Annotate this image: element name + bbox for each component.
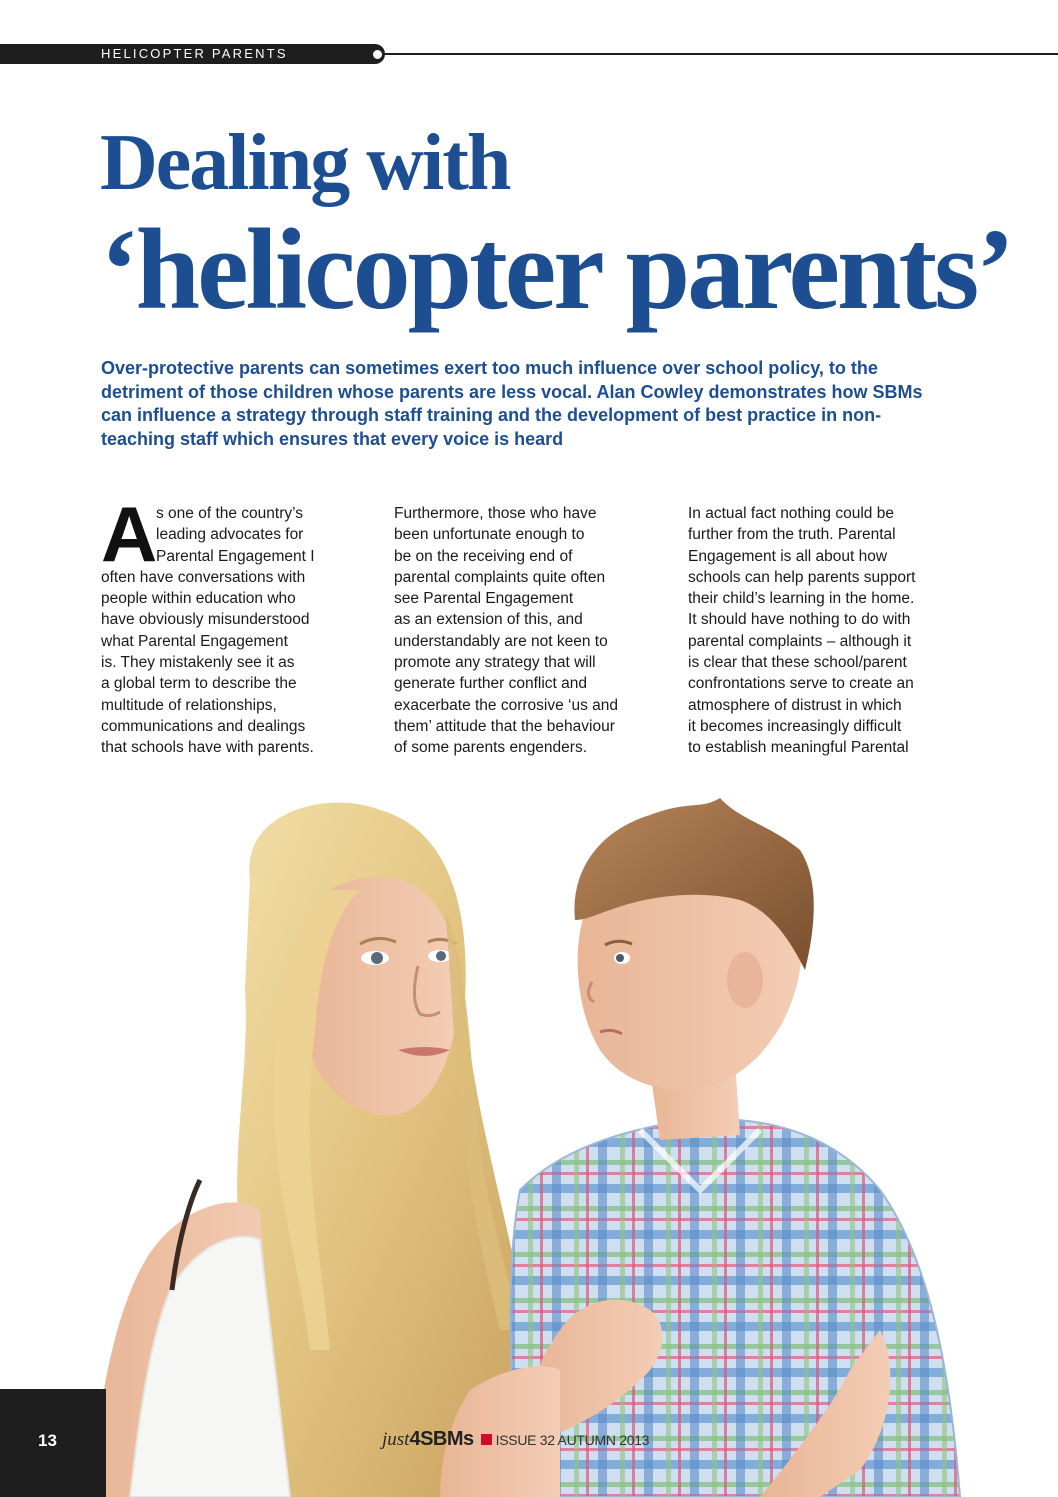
issue-label: ISSUE 32 AUTUMN 2013 <box>495 1432 650 1448</box>
brand-square-icon <box>481 1434 492 1445</box>
article-photo <box>0 770 1058 1497</box>
brand-bold: 4SBMs <box>409 1428 474 1450</box>
body-line: leading advocates for <box>156 526 304 544</box>
body-line: s one of the country’s <box>156 505 304 522</box>
body-line: Furthermore, those who have <box>394 505 597 522</box>
section-dot-icon <box>373 50 382 59</box>
drop-cap: A <box>101 490 158 578</box>
headline-line-1: Dealing with <box>100 119 510 207</box>
body-line: multitude of relationships, <box>101 696 277 714</box>
standfirst: Over-protective parents can sometimes exert too much influence over school policy, to the detriment of those children whose parents are less vocal. Alan Cowley demonstrates how SBMs can influence a strategy through staff training and the development of best practice in non-teaching staff which ensures that every voice is heard <box>101 358 923 449</box>
body-line: often have conversations with <box>101 568 306 586</box>
body-line: to establish meaningful Parental <box>688 739 909 757</box>
body-column-1 <box>101 503 369 759</box>
body-column-2 <box>394 503 662 759</box>
body-line: people within education who <box>101 590 296 608</box>
footer-brand <box>382 1428 649 1452</box>
body-column-3 <box>688 503 956 759</box>
body-line: parental complaints quite often <box>394 568 606 586</box>
body-line: is clear that these school/parent <box>688 654 907 672</box>
body-line: is. They mistakenly see it as <box>101 654 295 672</box>
body-line: as an extension of this, and <box>394 611 583 629</box>
section-rule <box>385 53 1058 55</box>
body-line: it becomes increasingly difficult <box>688 717 902 735</box>
body-line: them’ attitude that the behaviour <box>394 717 615 735</box>
body-line: schools can help parents support <box>688 568 916 586</box>
body-line: Parental Engagement I <box>156 547 315 565</box>
body-line: understandably are not keen to <box>394 632 608 650</box>
body-line: been unfortunate enough to <box>394 526 585 544</box>
body-line: see Parental Engagement <box>394 590 574 608</box>
body-line: parental complaints – although it <box>688 632 912 650</box>
body-line: generate further conflict and <box>394 675 588 693</box>
photo-illustration <box>0 770 1058 1497</box>
body-line: further from the truth. Parental <box>688 526 896 544</box>
body-line: what Parental Engagement <box>101 632 288 650</box>
body-line: that schools have with parents. <box>101 739 314 757</box>
body-line: a global term to describe the <box>101 675 297 693</box>
body-line: confrontations serve to create an <box>688 675 914 693</box>
body-line: communications and dealings <box>101 717 306 735</box>
body-line: their child’s learning in the home. <box>688 590 915 608</box>
body-line: It should have nothing to do with <box>688 611 911 629</box>
body-line: exacerbate the corrosive ‘us and <box>394 696 619 714</box>
body-line: atmosphere of distrust in which <box>688 696 902 714</box>
body-line: Engagement is all about how <box>688 547 888 565</box>
brand-italic: just <box>382 1429 410 1450</box>
body-line: be on the receiving end of <box>394 547 573 565</box>
body-line: In actual fact nothing could be <box>688 505 894 522</box>
body-line: have obviously misunderstood <box>101 611 310 629</box>
headline-line-2: ‘helicopter parents’ <box>100 206 1012 334</box>
body-line: of some parents engenders. <box>394 739 588 757</box>
body-line: promote any strategy that will <box>394 654 596 672</box>
page-number: 13 <box>38 1431 57 1450</box>
section-label: HELICOPTER PARENTS <box>101 46 288 61</box>
